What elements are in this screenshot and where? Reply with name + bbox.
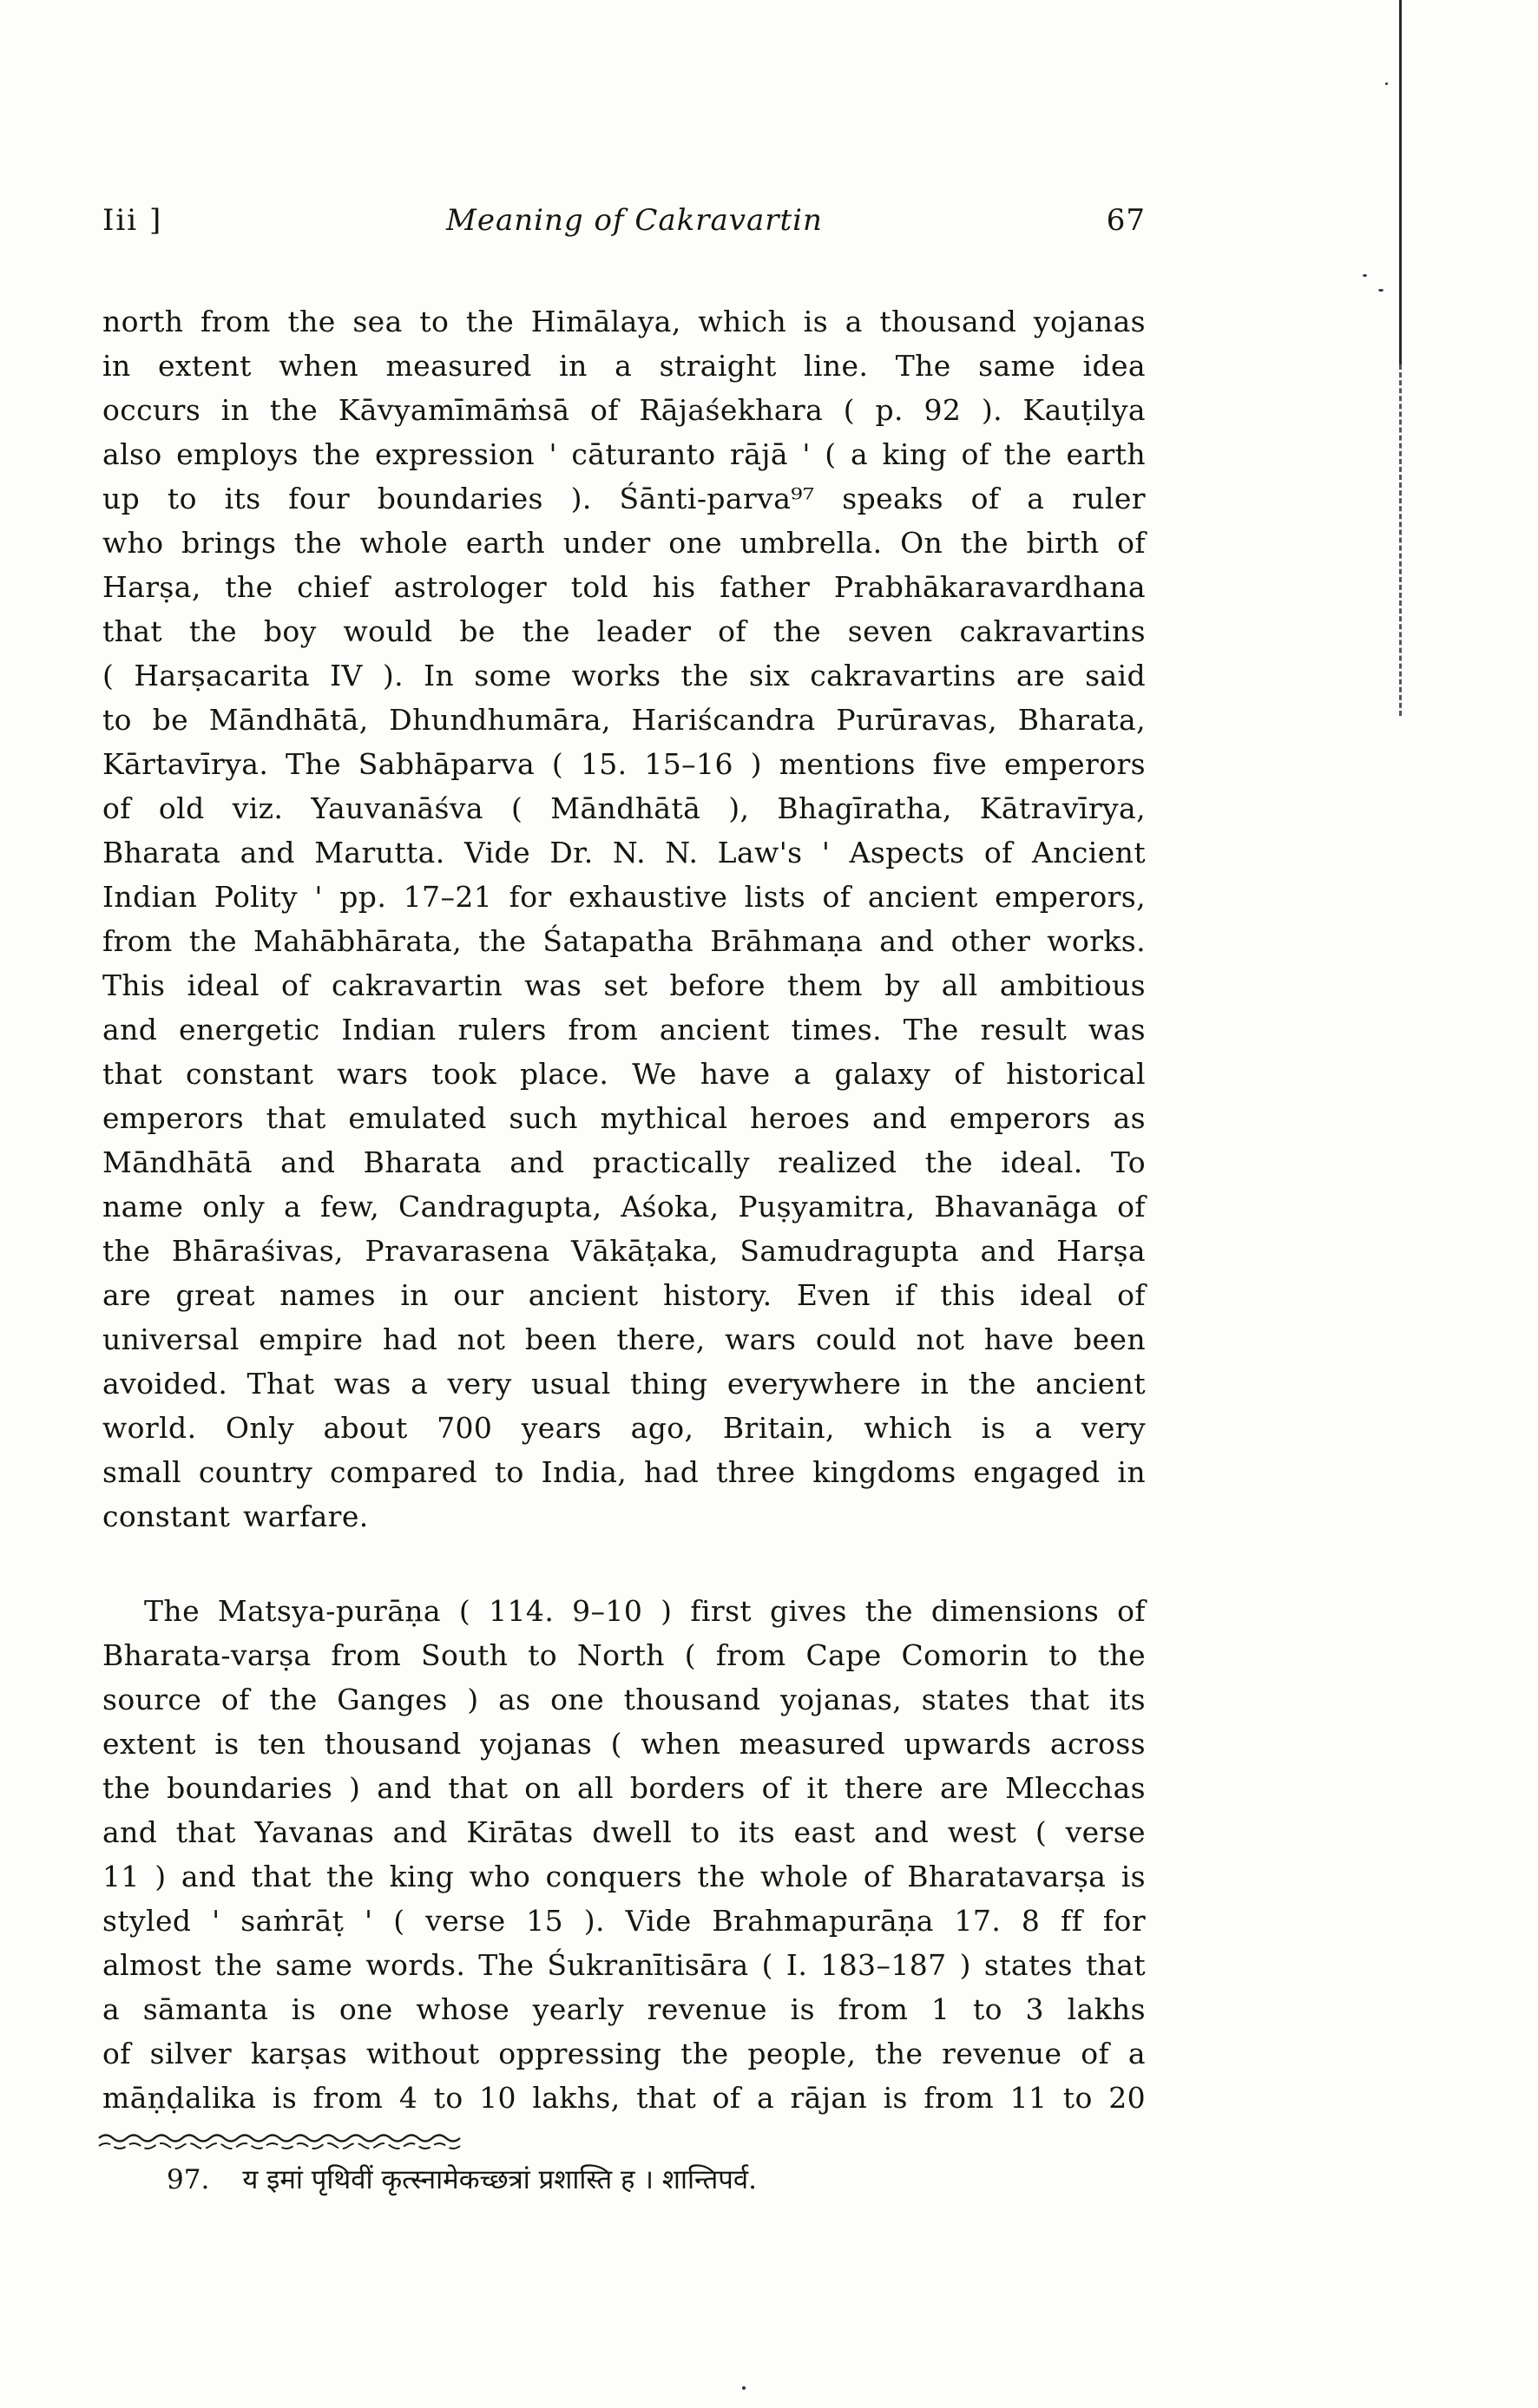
paragraph [102,299,1146,1539]
text-line: small country compared to India, had three kingdoms engaged in [102,1455,1146,1489]
text-line: Indian Polity ' pp. 17–21 for exhaustive lists of ancient emperors, [102,880,1146,914]
scan-speck [1363,274,1367,277]
running-head [102,203,1146,238]
footnote-text: य इमां पृथिवीं कृत्स्नामेकच्छत्रां प्रशास्ति ह । शान्तिपर्व. [242,2164,757,2195]
text-line: Māndhātā and Bharata and practically realized the ideal. To [102,1145,1146,1179]
text-line: of silver karṣas without oppressing the people, the revenue of a [102,2037,1146,2070]
text-line: that the boy would be the leader of the seven cakravartins [102,614,1146,648]
page-number: 67 [1106,203,1146,238]
text-line: world. Only about 700 years ago, Britain, which is a very [102,1411,1146,1445]
text-line: also employs the expression ' cāturanto rājā ' ( a king of the earth [102,437,1146,471]
scan-artifact-vertical-line [1399,0,1402,364]
text-line: the Bhāraśivas, Pravarasena Vākāṭaka, Samudragupta and Harṣa [102,1234,1146,1268]
scan-speck [1378,289,1384,292]
text-line: the boundaries ) and that on all borders of it there are Mlecchas [102,1771,1146,1805]
text-line: from the Mahābhārata, the Śatapatha Brāhmaṇa and other works. [102,924,1146,958]
text-block [102,299,1146,2120]
text-line: in extent when measured in a straight line. The same idea [102,349,1146,383]
footnote [167,2161,1147,2199]
text-line: 11 ) and that the king who conquers the whole of Bharatavarṣa is [102,1860,1146,1893]
text-line: that constant wars took place. We have a galaxy of historical [102,1057,1146,1091]
text-line: avoided. That was a very usual thing everywhere in the ancient [102,1367,1146,1401]
footnote-separator-rule [97,2133,465,2152]
text-line: almost the same words. The Śukranītisāra ( I. 183–187 ) states that [102,1948,1146,1982]
text-line: ( Harṣacarita IV ). In some works the six cakravartins are said [102,659,1146,692]
text-line: and energetic Indian rulers from ancient times. The result was [102,1013,1146,1047]
page-title: Meaning of Cakravartin [446,203,823,238]
text-line: Bharata and Marutta. Vide Dr. N. N. Law's ' Aspects of Ancient [102,836,1146,869]
text-line: emperors that emulated such mythical heroes and emperors as [102,1101,1146,1135]
text-line: Kārtavīrya. The Sabhāparva ( 15. 15–16 ) mentions five emperors [102,747,1146,781]
text-line: who brings the whole earth under one umbrella. On the birth of [102,526,1146,560]
text-line: name only a few, Candragupta, Aśoka, Puṣyamitra, Bhavanāga of [102,1190,1146,1224]
text-line: a sāmanta is one whose yearly revenue is from 1 to 3 lakhs [102,1992,1146,2026]
text-line: māṇḍalika is from 4 to 10 lakhs, that of a rājan is from 11 to 20 [102,2081,1146,2115]
section-marker: Iii ] [102,203,163,238]
text-line: This ideal of cakravartin was set before them by all ambitious [102,968,1146,1002]
text-line: to be Māndhātā, Dhundhumāra, Hariścandra Purūravas, Bharata, [102,703,1146,737]
scan-speck [742,2386,746,2390]
text-line: up to its four boundaries ). Śānti-parva⁹⁷ speaks of a ruler [102,482,1146,515]
text-line: Bharata-varṣa from South to North ( from Cape Comorin to the [102,1638,1146,1672]
text-line: constant warfare. [102,1499,369,1533]
text-line: of old viz. Yauvanāśva ( Māndhātā ), Bhagīratha, Kātravīrya, [102,791,1146,825]
text-line: and that Yavanas and Kirātas dwell to its east and west ( verse [102,1815,1146,1849]
scan-artifact-vertical-line-dashed [1399,364,1402,716]
text-line: Harṣa, the chief astrologer told his father Prabhākaravardhana [102,570,1146,604]
text-line: styled ' saṁrāṭ ' ( verse 15 ). Vide Brahmapurāṇa 17. 8 ff for [102,1904,1146,1938]
text-line: north from the sea to the Himālaya, which is a thousand yojanas [102,305,1146,338]
footnote-number: 97. [167,2164,210,2195]
text-line: universal empire had not been there, wars could not have been [102,1322,1146,1356]
paragraph [102,1589,1146,2120]
text-line: The Matsya-purāṇa ( 114. 9–10 ) first gives the dimensions of [144,1594,1146,1628]
scan-speck [1385,82,1388,85]
text-line: extent is ten thousand yojanas ( when measured upwards across [102,1727,1146,1761]
text-line: source of the Ganges ) as one thousand yojanas, states that its [102,1683,1146,1716]
text-line: are great names in our ancient history. Even if this ideal of [102,1278,1146,1312]
text-line: occurs in the Kāvyamīmāṁsā of Rājaśekhara ( p. 92 ). Kauṭilya [102,393,1146,427]
